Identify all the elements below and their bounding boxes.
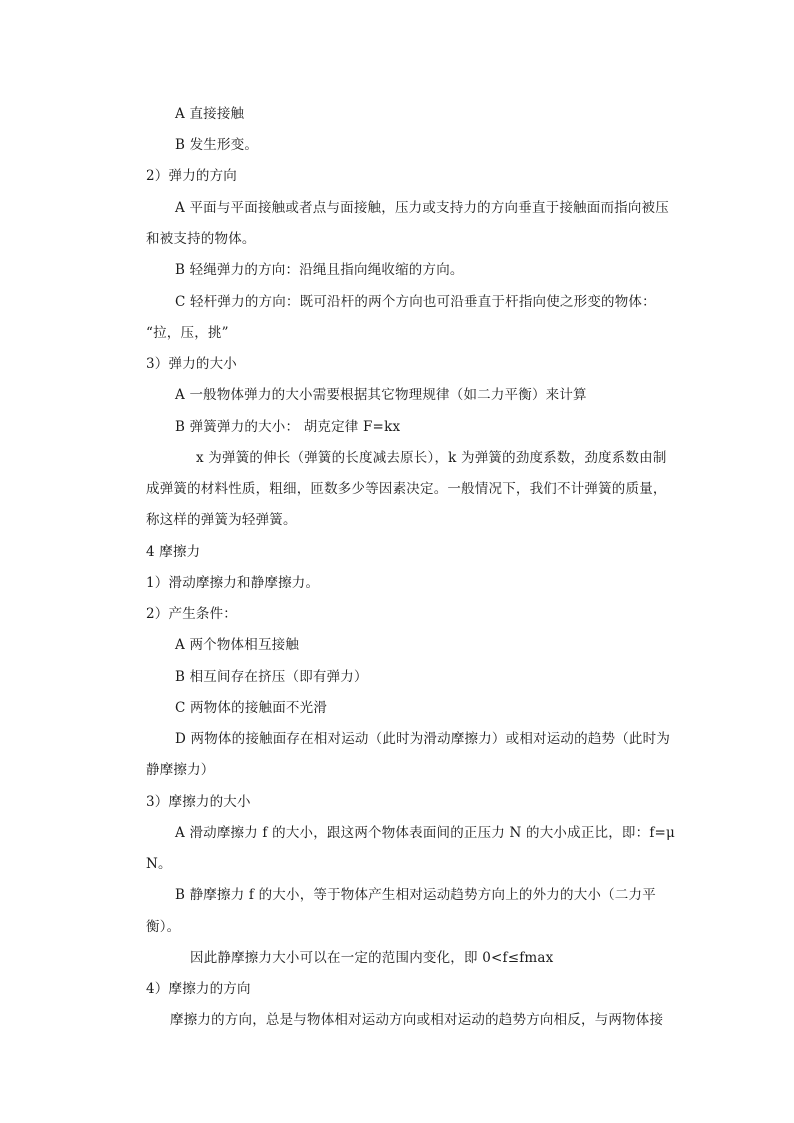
text-line: 静摩擦力） [146,762,215,778]
text-line: N。 [146,856,172,872]
text-line: A 滑动摩擦力 f 的大小，跟这两个物体表面间的正压力 N 的大小成正比，即：f=μ [175,825,675,841]
text-line: C 轻杆弹力的方向：既可沿杆的两个方向也可沿垂直于杆指向使之形变的物体： [175,294,656,310]
section-heading: 2）产生条件： [146,606,237,622]
text-line: 称这样的弹簧为轻弹簧。 [146,512,297,528]
text-line: “拉，压，挑” [146,325,229,341]
section-heading: 1）滑动摩擦力和静摩擦力。 [146,575,320,591]
text-line: B 轻绳弹力的方向：沿绳且指向绳收缩的方向。 [175,262,464,278]
text-line: D 两物体的接触面存在相对运动（此时为滑动摩擦力）或相对运动的趋势（此时为 [175,731,671,747]
text-line: B 静摩擦力 f 的大小，等于物体产生相对运动趋势方向上的外力的大小（二力平 [175,887,656,903]
text-line: x 为弹簧的伸长（弹簧的长度减去原长），k 为弹簧的劲度系数，劲度系数由制 [196,450,667,466]
text-line: A 直接接触 [175,106,245,122]
section-heading: 4 摩擦力 [146,544,201,560]
text-line: A 平面与平面接触或者点与面接触，压力或支持力的方向垂直于接触面而指向被压 [175,200,669,216]
text-line: C 两物体的接触面不光滑 [175,700,328,716]
section-heading: 4）摩擦力的方向 [146,981,251,997]
section-heading: 3）摩擦力的大小 [146,794,251,810]
text-line: B 弹簧弹力的大小： 胡克定律 F=kx [175,419,401,435]
text-line: A 两个物体相互接触 [175,637,300,653]
text-line: 和被支持的物体。 [146,231,256,247]
text-line: 因此静摩擦力大小可以在一定的范围内变化，即 0<f≤fmax [190,950,554,966]
text-line: A 一般物体弹力的大小需要根据其它物理规律（如二力平衡）来计算 [175,387,587,403]
section-heading: 2）弹力的方向 [146,168,237,184]
text-line: B 发生形变。 [175,137,259,153]
section-heading: 3）弹力的大小 [146,356,237,372]
text-line: B 相互间存在挤压（即有弹力） [175,669,368,685]
text-line: 衡）。 [146,919,181,935]
text-line: 成弹簧的材料性质，粗细，匝数多少等因素决定。一般情况下，我们不计弹簧的质量， [146,481,667,497]
text-line: 摩擦力的方向，总是与物体相对运动方向或相对运动的趋势方向相反，与两物体接 [170,1012,664,1028]
